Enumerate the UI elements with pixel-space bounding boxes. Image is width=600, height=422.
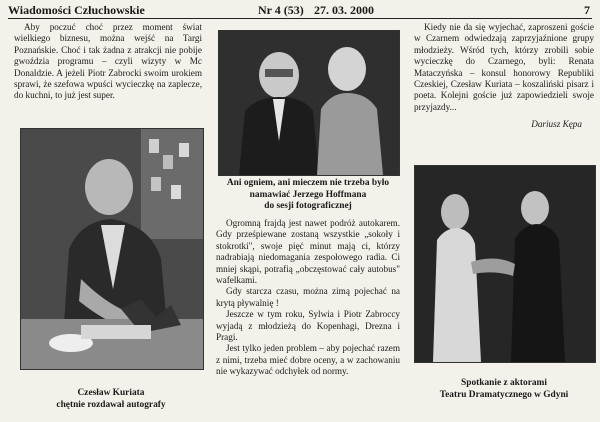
issue-date: 27. 03. 2000 bbox=[314, 3, 374, 17]
article-text-col1: Aby poczuć choć przez moment świat wielkiego biznesu, można wejść na Targi Poznańskie. Choć i tak żadna z atrakcji nie pobije gwoździa programu – czyli wizyty w Mc Donaldzie. A jeżeli Piotr Zabrocki swoim urokiem sprawi, że szefowa wpuści wycieczkę na zaplecze, do kuchni, to już jest super. bbox=[14, 22, 202, 101]
photo-actors bbox=[414, 165, 596, 363]
caption-line3: do sesji fotograficznej bbox=[264, 201, 352, 212]
photo-author-signing-image bbox=[21, 129, 203, 369]
caption-line1: Czesław Kuriata bbox=[77, 388, 145, 398]
photo-author-signing bbox=[20, 128, 204, 370]
author-signature: Dariusz Kępa bbox=[531, 119, 582, 130]
paragraph-2: Gdy starcza czasu, można zimą pojechać na krytą pływalnię ! bbox=[216, 286, 400, 308]
column-1 bbox=[14, 22, 202, 102]
page-header bbox=[8, 2, 592, 19]
caption-photo3 bbox=[414, 378, 594, 401]
photo-actors-image bbox=[415, 166, 595, 362]
column-3 bbox=[414, 22, 594, 129]
photo-hoffman bbox=[218, 30, 400, 176]
caption-line2: namawiać Jerzego Hoffmana bbox=[249, 189, 367, 200]
photo-hoffman-image bbox=[219, 31, 399, 175]
caption-line1: Ani ogniem, ani mieczem nie trzeba było bbox=[226, 178, 390, 188]
caption-photo1 bbox=[20, 388, 202, 411]
paragraph-3: Jeszcze w tym roku, Sylwia i Piotr Zabroccy wyjadą z młodzieżą do Kopenhagi, Drezna i Pragi. bbox=[216, 309, 400, 343]
article-text-col3: Kiedy nie da się wyjechać, zaproszeni goście w Czarnem odwiedzają zaprzyjaźnione grupy młodzieży. Wśród tych, którzy zrobili sobie wycieczkę do Czarnego, byli: Renata Mataczyńska – konsul honorowy Republiki Czeskiej, Czesław Kuriata – koszaliński pisarz i poeta. Kolejni goście już zapowiedzieli swoje przyjazdy... bbox=[414, 22, 594, 112]
article-text-col2 bbox=[216, 218, 400, 378]
article-text bbox=[216, 218, 400, 378]
caption-line1: Spotkanie z aktorami bbox=[461, 378, 547, 388]
paragraph-1: Ogromną frajdą jest nawet podróż autokarem. Gdy prześpiewane zostaną wszystkie „sokoły i stokrotki", swoje pięć minut mają ci, którzy nadrabiają niedomagania zespołowego radia. Ci mniej skąpi, potrafią „obczęstować cały autobus" wafelkami. bbox=[216, 218, 400, 286]
issue-number: Nr 4 (53) bbox=[258, 3, 304, 17]
publication-title: Wiadomości Człuchowskie bbox=[8, 3, 145, 17]
paragraph-4: Jest tylko jeden problem – aby pojechać razem z nimi, trzeba mieć dobre oceny, a w zachowaniu nie wykazywać odchyłek od normy. bbox=[216, 343, 400, 377]
caption-line2: Teatru Dramatycznego w Gdyni bbox=[439, 389, 569, 400]
page-number: 7 bbox=[584, 3, 590, 17]
caption-photo2 bbox=[212, 178, 404, 213]
caption-line2: chętnie rozdawał autografy bbox=[56, 399, 166, 410]
